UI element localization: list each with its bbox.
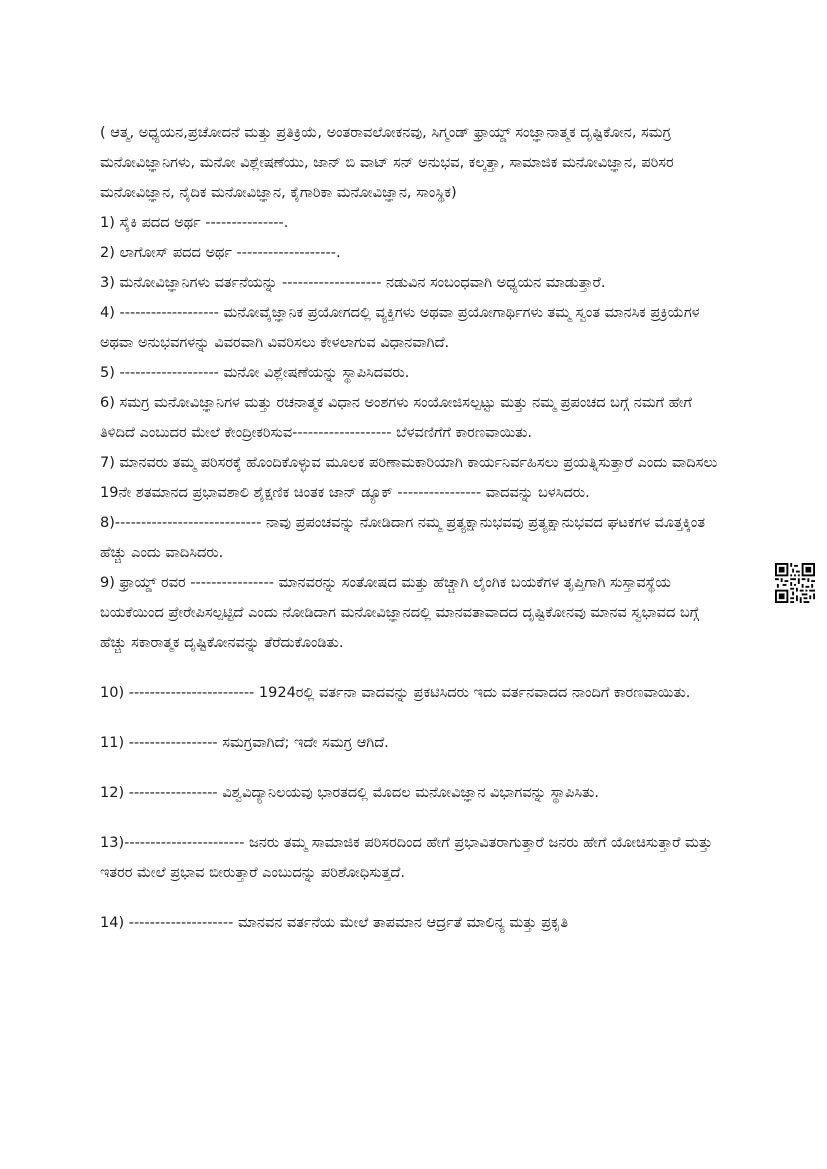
document-body — [100, 118, 730, 938]
paragraph-gap — [100, 888, 730, 908]
question-14: 14) -------------------- ಮಾನವನ ವರ್ತನೆಯ ಮೇಲೆ ತಾಪಮಾನ ಆರ್ದ್ರತೆ ಮಾಲಿನ್ಯ ಮತ್ತು ಪ್ರಕೃತಿ — [100, 915, 569, 931]
question-12: 12) ----------------- ವಿಶ್ವವಿದ್ಯಾನಿಲಯವು ಭಾರತದಲ್ಲಿ ಮೊದಲ ಮನೋವಿಜ್ಞಾನ ವಿಭಾಗವನ್ನು ಸ್ಥಾಪಿಸಿತು. — [100, 785, 599, 801]
question-4: 4) ------------------- ಮನೋವೈಜ್ಞಾನಿಕ ಪ್ರಯೋಗದಲ್ಲಿ ವ್ಯಕ್ತಿಗಳು ಅಥವಾ ಪ್ರಯೋಗಾರ್ಥಿಗಳು ತಮ್ಮ ಸ್ವಂತ ಮಾನಸಿಕ ಪ್ರಕ್ರಿಯೆಗಳ ಅಥವಾ ಅನುಭವಗಳನ್ನು ವಿವರವಾಗಿ ವಿವರಿಸಲು ಕೇಳಲಾಗುವ ವಿಧಾನವಾಗಿದೆ. — [100, 305, 700, 351]
question-1: 1) ಸೈಕಿ ಪದದ ಅರ್ಥ ---------------. — [100, 215, 289, 231]
question-13: 13)----------------------- ಜನರು ತಮ್ಮ ಸಾಮಾಜಿಕ ಪರಿಸರದಿಂದ ಹೇಗೆ ಪ್ರಭಾವಿತರಾಗುತ್ತಾರೆ ಜನರು ಹೇಗೆ ಯೋಚಿಸುತ್ತಾರೆ ಮತ್ತು ಇತರರ ಮೇಲೆ ಪ್ರಭಾವ ಬೀರುತ್ತಾರೆ ಎಂಬುದನ್ನು ಪರಿಶೋಧಿಸುತ್ತದೆ. — [100, 835, 713, 881]
question-6: 6) ಸಮಗ್ರ ಮನೋವಿಜ್ಞಾನಿಗಳ ಮತ್ತು ರಚನಾತ್ಮಕ ವಿಧಾನ ಅಂಶಗಳು ಸಂಯೋಜಿಸಲ್ಪಟ್ಟು ಮತ್ತು ನಮ್ಮ ಪ್ರಪಂಚದ ಬಗ್ಗೆ ನಮಗೆ ಹೇಗೆ ತಿಳಿದಿದೆ ಎಂಬುದರ ಮೇಲೆ ಕೇಂದ್ರೀಕರಿಸುವ------------------- ಬೆಳವಣಿಗೆಗೆ ಕಾರಣವಾಯಿತು. — [100, 395, 692, 441]
question-3: 3) ಮನೋವಿಜ್ಞಾನಿಗಳು ವರ್ತನೆಯನ್ನು ------------------- ನಡುವಿನ ಸಂಬಂಧವಾಗಿ ಅಧ್ಯಯನ ಮಾಡುತ್ತಾರೆ. — [100, 275, 606, 291]
qr-code-icon — [775, 563, 815, 603]
word-bank: ( ಆತ್ಮ, ಅಧ್ಯಯನ,ಪ್ರಚೋದನೆ ಮತ್ತು ಪ್ರತಿಕ್ರಿಯೆ, ಅಂತರಾವಲೋಕನವು, ಸಿಗ್ಮಂಡ್ ಫ್ರಾಯ್ಡ್ ಸಂಜ್ಞಾನಾತ್ಮಕ ದೃಷ್ಟಿಕೋನ, ಸಮಗ್ರ ಮನೋವಿಜ್ಞಾನಿಗಳು, ಮನೋ ವಿಶ್ಲೇಷಣೆಯು, ಜಾನ್ ಬಿ ವಾಟ್ ಸನ್ ಅನುಭವ, ಕಲ್ಕತ್ತಾ, ಸಾಮಾಜಿಕ ಮನೋವಿಜ್ಞಾನ, ಪರಿಸರ ಮನೋವಿಜ್ಞಾನ, ನೈದಿಕ ಮನೋವಿಜ್ಞಾನ, ಕೈಗಾರಿಕಾ ಮನೋವಿಜ್ಞಾನ, ಸಾಂಸ್ಥಿಕ) — [100, 125, 674, 201]
question-8: 8)---------------------------- ನಾವು ಪ್ರಪಂಚವನ್ನು ನೋಡಿದಾಗ ನಮ್ಮ ಪ್ರತ್ಯಕ್ಷಾನುಭವವು ಪ್ರತ್ಯಕ್ಷಾನುಭವದ ಘಟಕಗಳ ಮೊತ್ತಕ್ಕಿಂತ ಹೆಚ್ಚು ಎಂದು ವಾದಿಸಿದರು. — [100, 515, 706, 561]
question-7: 7) ಮಾನವರು ತಮ್ಮ ಪರಿಸರಕ್ಕೆ ಹೊಂದಿಕೊಳ್ಳುವ ಮೂಲಕ ಪರಿಣಾಮಕಾರಿಯಾಗಿ ಕಾರ್ಯನಿರ್ವಹಿಸಲು ಪ್ರಯತ್ನಿಸುತ್ತಾರೆ ಎಂದು ವಾದಿಸಲು 19ನೇ ಶತಮಾನದ ಪ್ರಭಾವಶಾಲಿ ಶೈಕ್ಷಣಿಕ ಚಿಂತಕ ಜಾನ್ ಡ್ಯೂಕ್ ---------------- ವಾದವನ್ನು ಬಳಸಿದರು. — [100, 455, 718, 501]
paragraph-gap — [100, 758, 730, 778]
paragraph-gap — [100, 658, 730, 678]
question-5: 5) ------------------- ಮನೋ ವಿಶ್ಲೇಷಣೆಯನ್ನು ಸ್ಥಾಪಿಸಿದವರು. — [100, 365, 410, 381]
question-9: 9) ಫ್ರಾಯ್ಡ್ ರವರ ---------------- ಮಾನವರನ್ನು ಸಂತೋಷದ ಮತ್ತು ಹೆಚ್ಚಾಗಿ ಲೈಂಗಿಕ ಬಯಕೆಗಳ ತೃಪ್ತಿಗಾಗಿ ಸುಸ್ತಾವಸ್ಥೆಯ ಬಯಕೆಯಿಂದ ಪ್ರೇರೇಪಿಸಲ್ಪಟ್ಟಿದೆ ಎಂದು ನೋಡಿದಾಗ ಮನೋವಿಜ್ಞಾನದಲ್ಲಿ ಮಾನವತಾವಾದದ ದೃಷ್ಟಿಕೋನವು ಮಾನವ ಸ್ವಭಾವದ ಬಗ್ಗೆ ಹೆಚ್ಚು ಸಕಾರಾತ್ಮಕ ದೃಷ್ಟಿಕೋನವನ್ನು ತೆರೆದುಕೊಂಡಿತು. — [100, 575, 699, 651]
question-10: 10) ------------------------ 1924ರಲ್ಲಿ ವರ್ತನಾ ವಾದವನ್ನು ಪ್ರಕಟಿಸಿದರು ಇದು ವರ್ತನವಾದದ ನಾಂದಿಗೆ ಕಾರಣವಾಯಿತು. — [100, 685, 691, 701]
question-2: 2) ಲಾಗೋಸ್ ಪದದ ಅರ್ಥ -------------------. — [100, 245, 341, 261]
question-11: 11) ----------------- ಸಮಗ್ರವಾಗಿದೆ; ಇದೇ ಸಮಗ್ರ ಆಗಿದೆ. — [100, 735, 389, 751]
paragraph-gap — [100, 708, 730, 728]
paragraph-gap — [100, 808, 730, 828]
